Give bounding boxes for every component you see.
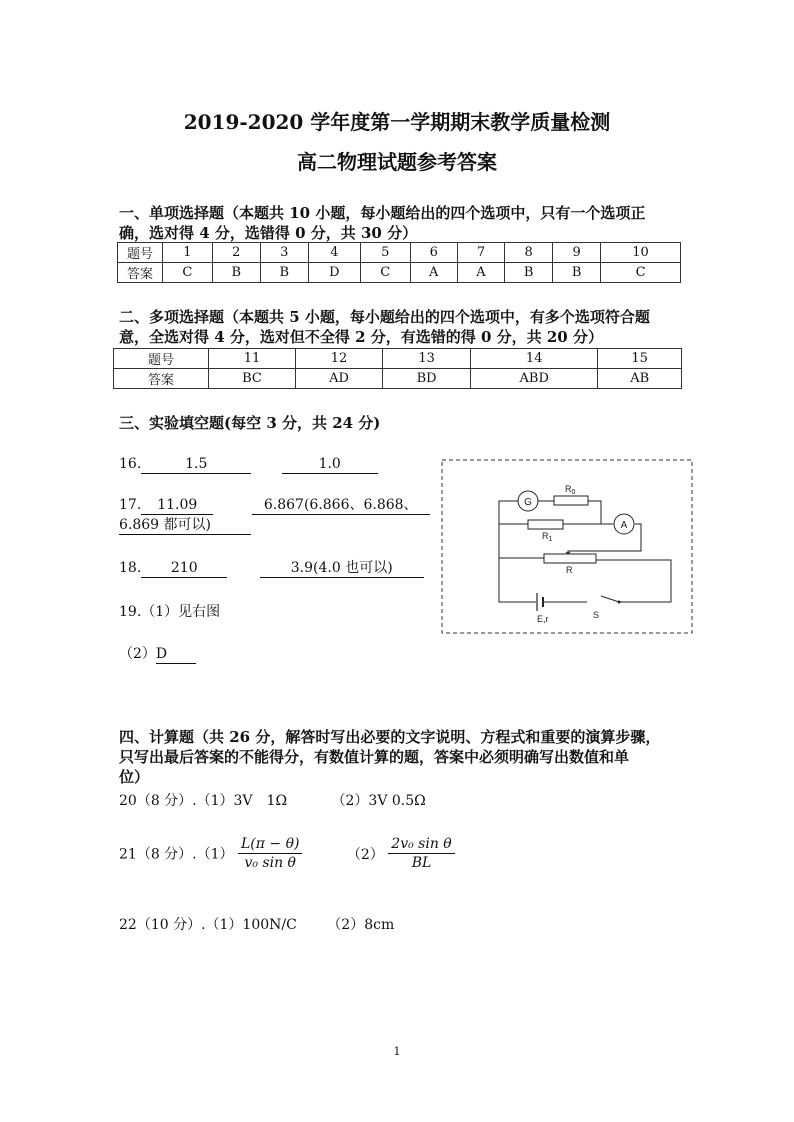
q21-f1-denominator: v₀ sin θ [244, 855, 296, 871]
answer-cell: B [260, 263, 308, 283]
q18-answer2: 3.9(4.0 也可以) [260, 560, 424, 578]
section2-heading-line1: 二、多项选择题（本题共 5 小题，每小题给出的四个选项中，有多个选项符合题 [119, 308, 650, 326]
q18-number: 18. [119, 560, 142, 576]
q17-number: 17. [119, 497, 142, 513]
row-label-question: 题号 [114, 349, 209, 369]
resistor-r0 [554, 496, 588, 505]
answer-cell: C [360, 263, 410, 283]
ammeter-label: A [620, 520, 628, 531]
question-number: 11 [209, 349, 296, 369]
page-title: 2019-2020 学年度第一学期期末教学质量检测 [183, 110, 611, 134]
q18-answer1: 210 [141, 560, 227, 578]
battery-label: E,r [537, 614, 549, 624]
answer-cell: AB [598, 369, 682, 389]
q17-answer1: 11.09 [141, 497, 213, 515]
q21-f2-denominator: BL [411, 855, 432, 871]
switch-contact [618, 601, 621, 604]
answer-cell: C [163, 263, 213, 283]
r0-label-subscript: 0 [571, 489, 576, 496]
q22-part2: （2）8cm [327, 917, 395, 933]
q21-f2-numerator: 2v₀ sin θ [388, 836, 454, 854]
section1-question-row [118, 243, 681, 263]
row-label-answer: 答案 [114, 369, 209, 389]
question-number: 2 [212, 243, 260, 263]
rheostat-r [544, 554, 596, 563]
wire [499, 558, 536, 602]
question-16 [119, 456, 378, 474]
question-number: 5 [360, 243, 410, 263]
section1-answer-table [117, 242, 681, 283]
row-label-answer: 答案 [118, 263, 163, 283]
galvanometer-label: G [524, 497, 532, 508]
q21-fraction1 [238, 836, 302, 871]
answer-cell: A [457, 263, 504, 283]
q16-answer2: 1.0 [282, 456, 378, 474]
answer-cell: ABD [471, 369, 598, 389]
wire [588, 501, 613, 524]
page-number: 1 [393, 1045, 401, 1058]
section2-heading-line2: 意，全选对得 4 分，选对但不全得 2 分，有选错的得 0 分，共 20 分） [119, 328, 603, 346]
q19-part2 [119, 643, 196, 664]
wire [596, 560, 671, 602]
answer-cell: A [410, 263, 457, 283]
answer-cell: BD [383, 369, 471, 389]
section1-heading-line1: 一、单项选择题（本题共 10 小题，每小题给出的四个选项中，只有一个选项正 [119, 204, 646, 222]
answer-cell: B [505, 263, 553, 283]
q21-f1-numerator: L(π − θ) [238, 836, 302, 854]
q16-number: 16. [119, 456, 142, 472]
answer-cell: AD [295, 369, 382, 389]
r1-label-subscript: 1 [548, 536, 553, 543]
r1-label-main: R [542, 531, 549, 541]
question-number: 13 [383, 349, 471, 369]
q16-answer1: 1.5 [141, 456, 251, 474]
answer-cell: B [212, 263, 260, 283]
section1-answer-row [118, 263, 681, 283]
q21-label: 21（8 分）.（1） [119, 846, 234, 863]
question-number: 7 [457, 243, 504, 263]
q20-part1: 20（8 分）.（1）3V 1Ω [119, 793, 288, 809]
q19-part2-answer: D [156, 646, 196, 664]
question-number: 14 [471, 349, 598, 369]
resistor-r1 [528, 520, 563, 529]
circuit-diagram [441, 459, 693, 634]
question-21 [119, 836, 455, 871]
answer-cell: BC [209, 369, 296, 389]
section4-heading-line1: 四、计算题（共 26 分，解答时写出必要的文字说明、方程式和重要的演算步骤， [119, 728, 661, 746]
question-number: 15 [598, 349, 682, 369]
question-number: 8 [505, 243, 553, 263]
question-number: 1 [163, 243, 213, 263]
question-17 [119, 497, 430, 515]
question-number: 12 [295, 349, 382, 369]
section4-heading-line3: 位） [119, 768, 150, 786]
section1-heading-line2: 确，选对得 4 分，选错得 0 分，共 30 分） [119, 224, 418, 242]
resistor-r1-label [542, 531, 553, 543]
answer-cell: C [601, 263, 681, 283]
q22-part1: 22（10 分）.（1）100N/C [119, 917, 297, 933]
question-20 [119, 790, 426, 810]
question-number: 9 [553, 243, 601, 263]
question-number: 3 [260, 243, 308, 263]
rheostat-label: R [566, 565, 573, 575]
question-22 [119, 914, 394, 934]
section2-answer-table [113, 348, 682, 389]
r0-label-main: R [565, 484, 572, 494]
section1-heading [119, 203, 684, 243]
q19-part2-label: （2） [119, 646, 156, 662]
question-18 [119, 560, 424, 578]
section3-heading: 三、实验填空题(每空 3 分，共 24 分) [119, 414, 381, 432]
q19-part1: 19.（1）见右图 [119, 604, 221, 620]
wire [499, 501, 518, 514]
answer-cell: B [553, 263, 601, 283]
question-number: 10 [601, 243, 681, 263]
question-number: 4 [308, 243, 360, 263]
section4-heading [119, 727, 684, 787]
section2-heading [119, 307, 684, 347]
section2-answer-row [114, 369, 682, 389]
section2-question-row [114, 349, 682, 369]
answer-cell: D [308, 263, 360, 283]
q17-answer2-continued: 6.869 都可以) [119, 517, 251, 535]
q20-part2: （2）3V 0.5Ω [331, 793, 426, 809]
section4-heading-line2: 只写出最后答案的不能得分，有数值计算的题，答案中必须明确写出数值和单 [119, 748, 630, 766]
row-label-question: 题号 [118, 243, 163, 263]
wire [499, 514, 528, 524]
resistor-r0-label [565, 484, 576, 496]
switch-label: S [593, 610, 600, 620]
q21-fraction2 [388, 836, 454, 871]
question-number: 6 [410, 243, 457, 263]
q17-answer2: 6.867(6.866、6.868、 [252, 497, 430, 515]
page-subtitle: 高二物理试题参考答案 [297, 150, 497, 174]
q21-part2-label: （2） [346, 846, 384, 863]
